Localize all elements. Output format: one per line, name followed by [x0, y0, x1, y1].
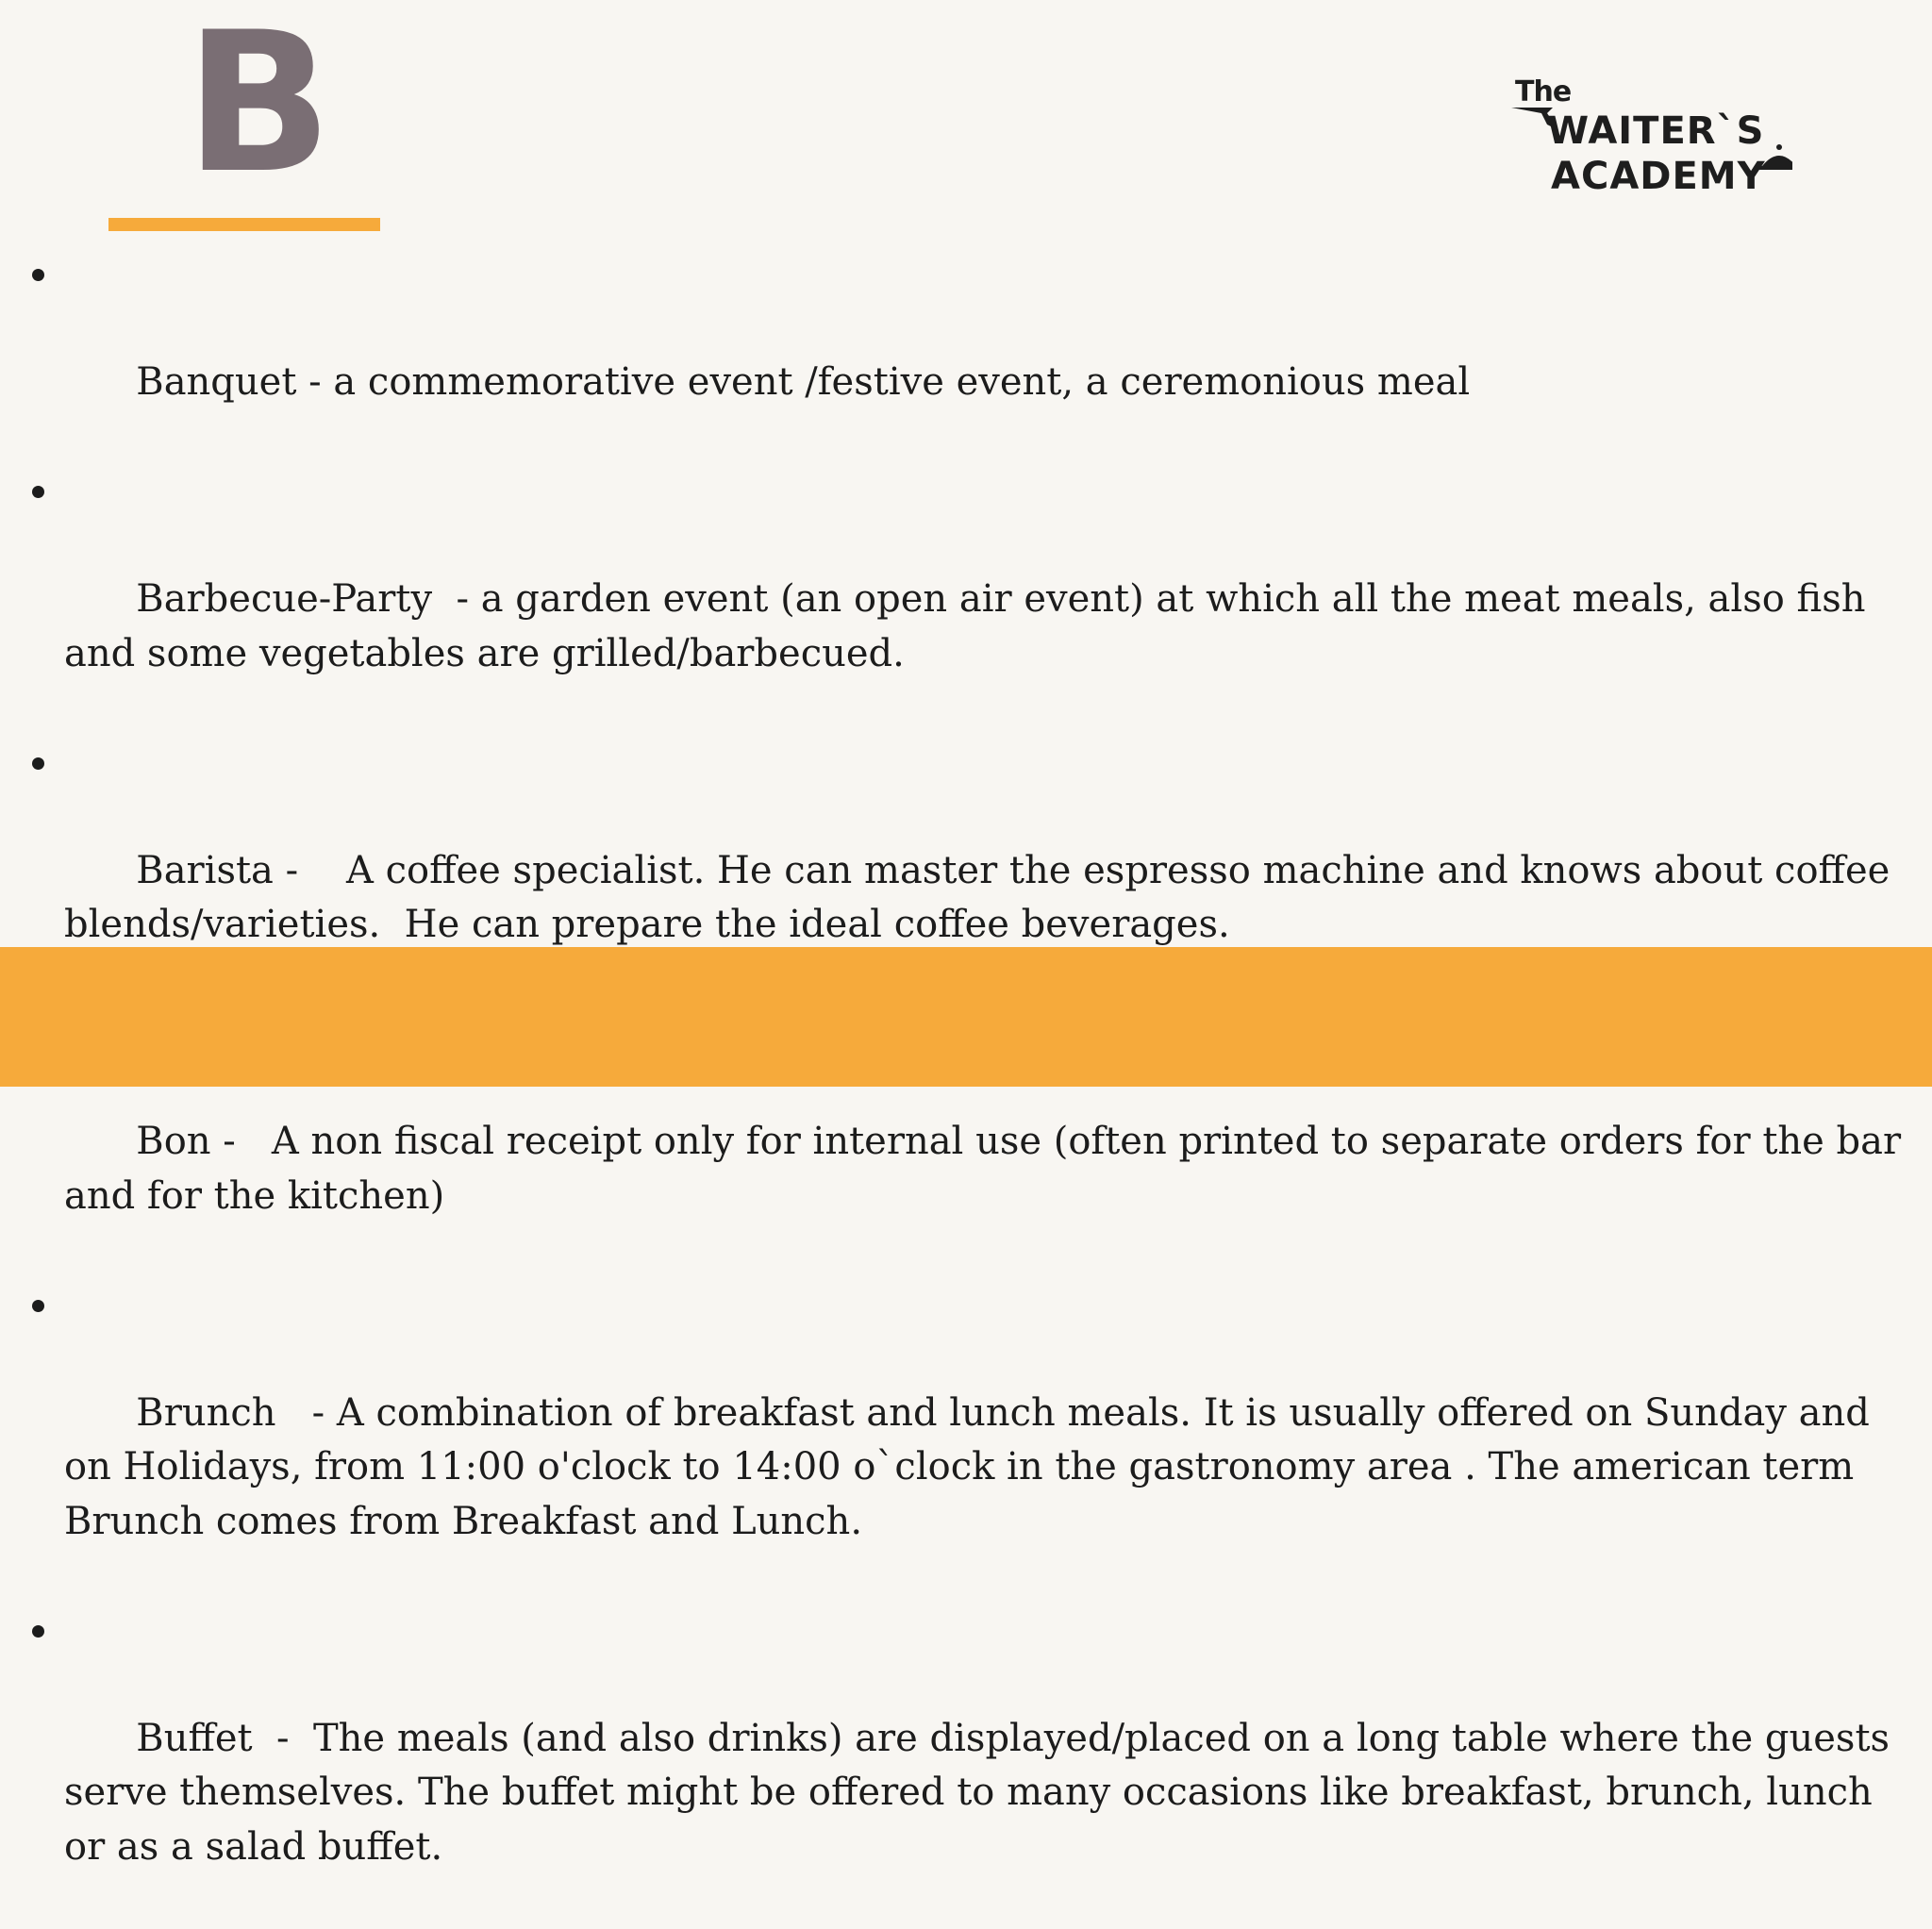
entry-text: Buffet - The meals (and also drinks) are displayed/placed on a long table where the guests serve themselves. The buffet might be offered to many occasions like breakfast, brunch, lunch or as a salad buffet. — [64, 1716, 1902, 1869]
bullet-icon — [32, 757, 44, 770]
logo-text-waiters: WAITER`S — [1547, 109, 1765, 153]
logo-text-the: The — [1515, 75, 1572, 108]
bullet-icon — [32, 486, 44, 498]
section-letter: B — [185, 0, 329, 216]
list-item — [0, 464, 1932, 736]
list-item — [0, 1604, 1932, 1929]
glossary-list — [0, 247, 1932, 1929]
list-item — [0, 1278, 1932, 1604]
bullet-icon — [32, 269, 44, 281]
footer-band — [0, 947, 1932, 1087]
list-item — [0, 247, 1932, 464]
waiters-academy-logo — [1509, 75, 1792, 208]
entry-text: Barbecue-Party - a garden event (an open air event) at which all the meat meals, also fish and some vegetables are grilled/barbecued. — [64, 577, 1878, 675]
entry-text: Barista - A coffee specialist. He can master the espresso machine and knows about coffee blends/varieties. He can prepare the ideal coffee beverages. — [64, 848, 1902, 946]
letter-underline — [108, 218, 380, 231]
entry-text: Brunch - A combination of breakfast and lunch meals. It is usually offered on Sunday and on Holidays, from 11:00 o'clock to 14:00 o`clock in the gastronomy area . The american term Brunch comes from Breakfast and Lunch. — [64, 1390, 1882, 1543]
bullet-icon — [32, 1625, 44, 1638]
logo-text-academy: ACADEMY — [1551, 155, 1766, 198]
entry-text: Banquet - a commemorative event /festive event, a ceremonious meal — [136, 360, 1471, 404]
entry-text: Bon - A non fiscal receipt only for internal use (often printed to separate orders for the bar and for the kitchen) — [64, 1120, 1913, 1218]
bullet-icon — [32, 1300, 44, 1312]
